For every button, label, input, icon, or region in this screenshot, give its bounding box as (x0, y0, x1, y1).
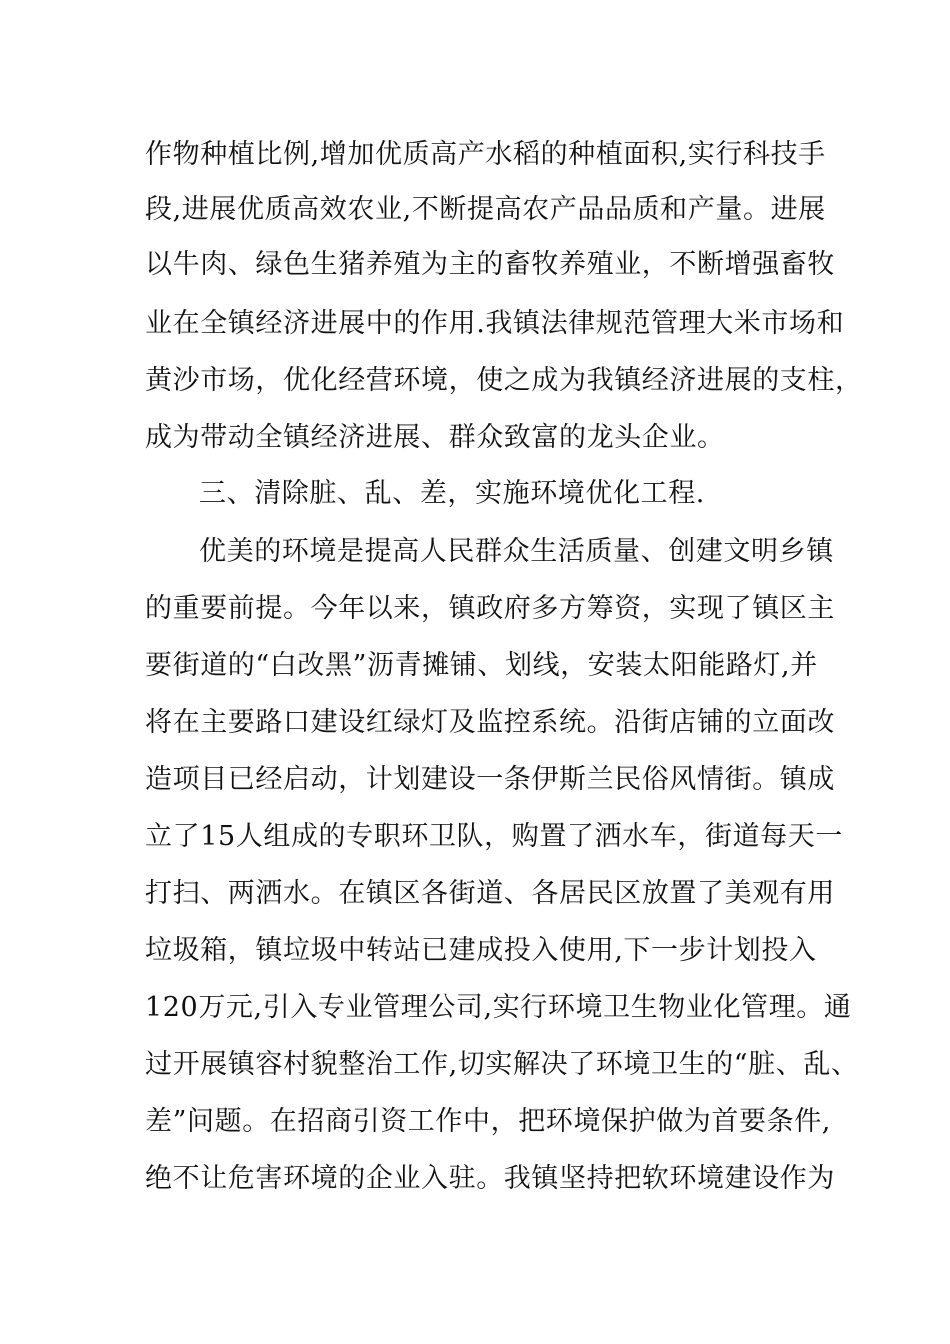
text-line: 立了15人组成的专职环卫队，购置了洒水车，街道每天一 (145, 821, 843, 852)
text-line: 要街道的“白改黑”沥青摊铺、划线，安装太阳能路灯,并 (145, 650, 818, 681)
text-line: 将在主要路口建设红绿灯及监控系统。沿街店铺的立面改 (145, 707, 835, 738)
section-heading: 三、清除脏、乱、差，实施环境优化工程. (199, 478, 705, 509)
paragraph-first-line: 优美的环境是提高人民群众生活质量、创建文明乡镇 (199, 536, 834, 567)
text-line: 垃圾箱，镇垃圾中转站已建成投入使用,下一步计划投入 (145, 935, 817, 966)
text-line: 成为带动全镇经济进展、群众致富的龙头企业。 (145, 422, 725, 453)
text-line: 段,进展优质高效农业,不断提高农产品品质和产量。进展 (145, 194, 826, 225)
text-line: 差”问题。在招商引资工作中，把环境保护做为首要条件, (145, 1106, 831, 1137)
text-line: 作物种植比例,增加优质高产水稻的种植面积,实行科技手 (145, 139, 826, 170)
text-line: 黄沙市场，优化经营环境，使之成为我镇经济进展的支柱， (145, 365, 863, 396)
text-line: 过开展镇容村貌整治工作,切实解决了环境卫生的“脏、乱、 (145, 1049, 859, 1080)
text-line: 绝不让危害环境的企业入驻。我镇坚持把软环境建设作为 (145, 1163, 835, 1194)
text-line: 业在全镇经济进展中的作用.我镇法律规范管理大米市场和 (145, 308, 845, 339)
text-line: 的重要前提。今年以来，镇政府多方筹资，实现了镇区主 (145, 593, 835, 624)
text-line: 造项目已经启动，计划建设一条伊斯兰民俗风情街。镇成 (145, 764, 835, 795)
text-line: 120万元,引入专业管理公司,实行环境卫生物业化管理。通 (145, 992, 852, 1023)
text-line: 以牛肉、绿色生猪养殖为主的畜牧养殖业，不断增强畜牧 (145, 249, 835, 280)
text-line: 打扫、两洒水。在镇区各街道、各居民区放置了美观有用 (145, 878, 835, 909)
